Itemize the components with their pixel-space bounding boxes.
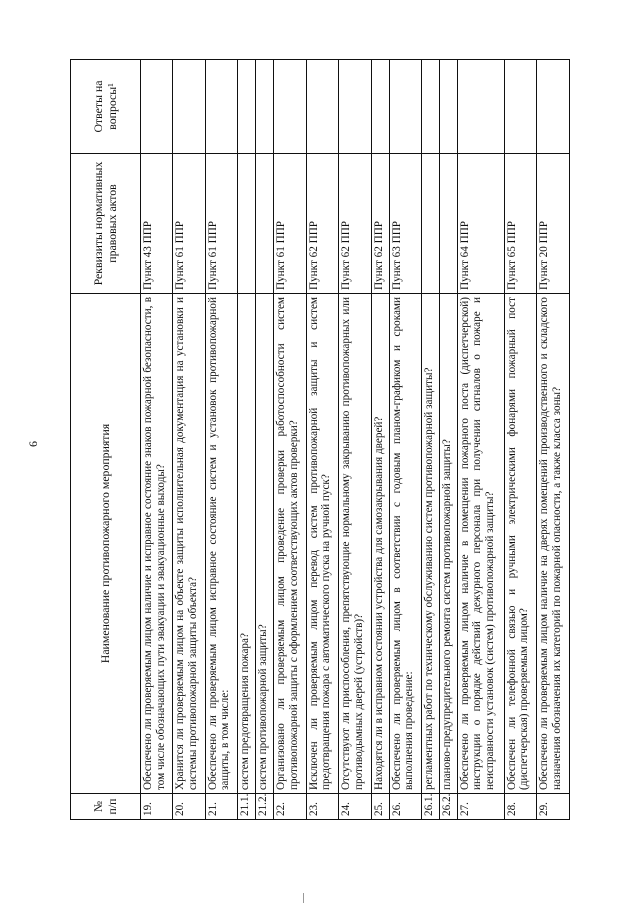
row-ref: Пункт 61 ППР bbox=[173, 154, 205, 294]
row-answer[interactable] bbox=[339, 60, 371, 154]
row-ref: Пункт 62 ППР bbox=[306, 154, 338, 294]
table-row bbox=[339, 60, 371, 820]
table-row bbox=[439, 60, 457, 820]
row-ref: Пункт 20 ППР bbox=[537, 154, 570, 294]
header-name: Наименование противопожарного мероприятия bbox=[71, 294, 141, 794]
table-header-row bbox=[71, 60, 141, 820]
row-num: 24. bbox=[339, 794, 371, 820]
table-row bbox=[537, 60, 570, 820]
row-ref: Пункт 61 ППР bbox=[205, 154, 237, 294]
row-num: 19. bbox=[141, 794, 173, 820]
scan-mark bbox=[303, 893, 304, 903]
row-num: 23. bbox=[306, 794, 338, 820]
row-ref: Пункт 65 ППР bbox=[504, 154, 536, 294]
row-answer[interactable] bbox=[439, 60, 457, 154]
table-row bbox=[141, 60, 173, 820]
row-num: 21.1. bbox=[238, 794, 256, 820]
row-name: Обеспечен ли телефонной связью и ручными электрическими фонарями пожарный пост (диспетчерская) проверяемым лицом? bbox=[504, 294, 536, 794]
row-name: Обеспечено ли проверяемым лицом наличие в помещении пожарного поста (диспетчерской) инструкции о порядке действий дежурного персонала при получении сигналов о пожаре и неисправности установок (систем) противопожарной защиты? bbox=[457, 294, 504, 794]
table-row bbox=[504, 60, 536, 820]
table-row bbox=[256, 60, 274, 820]
row-num: 29. bbox=[537, 794, 570, 820]
row-name: планово-предупредительного ремонта систем противопожарной защиты? bbox=[439, 294, 457, 794]
row-num: 27. bbox=[457, 794, 504, 820]
table-row bbox=[389, 60, 421, 820]
row-answer[interactable] bbox=[141, 60, 173, 154]
row-name: Отсутствуют ли приспособления, препятствующие нормальному закрыванию противопожарных или противодымных дверей (устройств)? bbox=[339, 294, 371, 794]
rotated-table-container bbox=[70, 60, 570, 820]
table-row bbox=[238, 60, 256, 820]
row-name: систем предотвращения пожара? bbox=[238, 294, 256, 794]
row-ref: Пункт 62 ППР bbox=[339, 154, 371, 294]
row-num: 22. bbox=[274, 794, 306, 820]
table-row bbox=[274, 60, 306, 820]
header-answer: Ответы на вопросы¹ bbox=[71, 60, 141, 154]
row-answer[interactable] bbox=[389, 60, 421, 154]
table-row bbox=[422, 60, 440, 820]
header-num: № п/п bbox=[71, 794, 141, 820]
row-num: 25. bbox=[371, 794, 389, 820]
row-name: Обеспечено ли проверяемым лицом наличие на дверях помещений производственного и складского назначения обозначения их категорий по пожарной опасности, а также класса зоны? bbox=[537, 294, 570, 794]
row-name: Обеспечено ли проверяемым лицом в соответствии с годовым планом-графиком и сроками выполнения проведение: bbox=[389, 294, 421, 794]
row-name: Обеспечено ли проверяемым лицом наличие и исправное состояние знаков пожарной безопасности, в том числе обозначающих пути эвакуации и эвакуационные выходы? bbox=[141, 294, 173, 794]
table-body bbox=[141, 60, 570, 820]
checklist-table bbox=[70, 59, 570, 820]
row-ref bbox=[238, 154, 256, 294]
table-row bbox=[457, 60, 504, 820]
row-answer[interactable] bbox=[537, 60, 570, 154]
row-num: 26.2. bbox=[439, 794, 457, 820]
row-name: Организовано ли проверяемым лицом проведение проверки работоспособности систем противопожарной защиты с оформлением соответствующих актов проверки? bbox=[274, 294, 306, 794]
row-ref: Пункт 62 ППР bbox=[371, 154, 389, 294]
row-name: Хранится ли проверяемым лицом на объекте защиты исполнительная документация на установки и системы противопожарной защиты объекта? bbox=[173, 294, 205, 794]
row-ref: Пункт 63 ППР bbox=[389, 154, 421, 294]
row-answer[interactable] bbox=[274, 60, 306, 154]
row-ref bbox=[256, 154, 274, 294]
row-ref bbox=[439, 154, 457, 294]
row-answer[interactable] bbox=[306, 60, 338, 154]
row-answer[interactable] bbox=[256, 60, 274, 154]
row-answer[interactable] bbox=[205, 60, 237, 154]
table-row bbox=[173, 60, 205, 820]
row-num: 21. bbox=[205, 794, 237, 820]
row-answer[interactable] bbox=[173, 60, 205, 154]
page-number: 6 bbox=[26, 441, 40, 447]
table-row bbox=[306, 60, 338, 820]
row-ref: Пункт 64 ППР bbox=[457, 154, 504, 294]
row-name: Находятся ли в исправном состоянии устройства для самозакрывания дверей? bbox=[371, 294, 389, 794]
row-ref: Пункт 43 ППР bbox=[141, 154, 173, 294]
row-name: систем противопожарной защиты? bbox=[256, 294, 274, 794]
row-answer[interactable] bbox=[238, 60, 256, 154]
row-name: Исключен ли проверяемым лицом перевод систем противопожарной защиты и систем предотвращения пожара с автоматического пуска на ручной пуск? bbox=[306, 294, 338, 794]
table-row bbox=[371, 60, 389, 820]
row-num: 21.2. bbox=[256, 794, 274, 820]
row-answer[interactable] bbox=[371, 60, 389, 154]
row-num: 28. bbox=[504, 794, 536, 820]
row-ref bbox=[422, 154, 440, 294]
row-num: 20. bbox=[173, 794, 205, 820]
row-answer[interactable] bbox=[457, 60, 504, 154]
row-num: 26.1. bbox=[422, 794, 440, 820]
row-answer[interactable] bbox=[504, 60, 536, 154]
row-num: 26. bbox=[389, 794, 421, 820]
header-ref: Реквизиты нормативных правовых актов bbox=[71, 154, 141, 294]
row-ref: Пункт 61 ППР bbox=[274, 154, 306, 294]
row-name: Обеспечено ли проверяемым лицом исправное состояние систем и установок противопожарной защиты, в том числе: bbox=[205, 294, 237, 794]
table-row bbox=[205, 60, 237, 820]
row-name: регламентных работ по техническому обслуживанию систем противопожарной защиты? bbox=[422, 294, 440, 794]
row-answer[interactable] bbox=[422, 60, 440, 154]
